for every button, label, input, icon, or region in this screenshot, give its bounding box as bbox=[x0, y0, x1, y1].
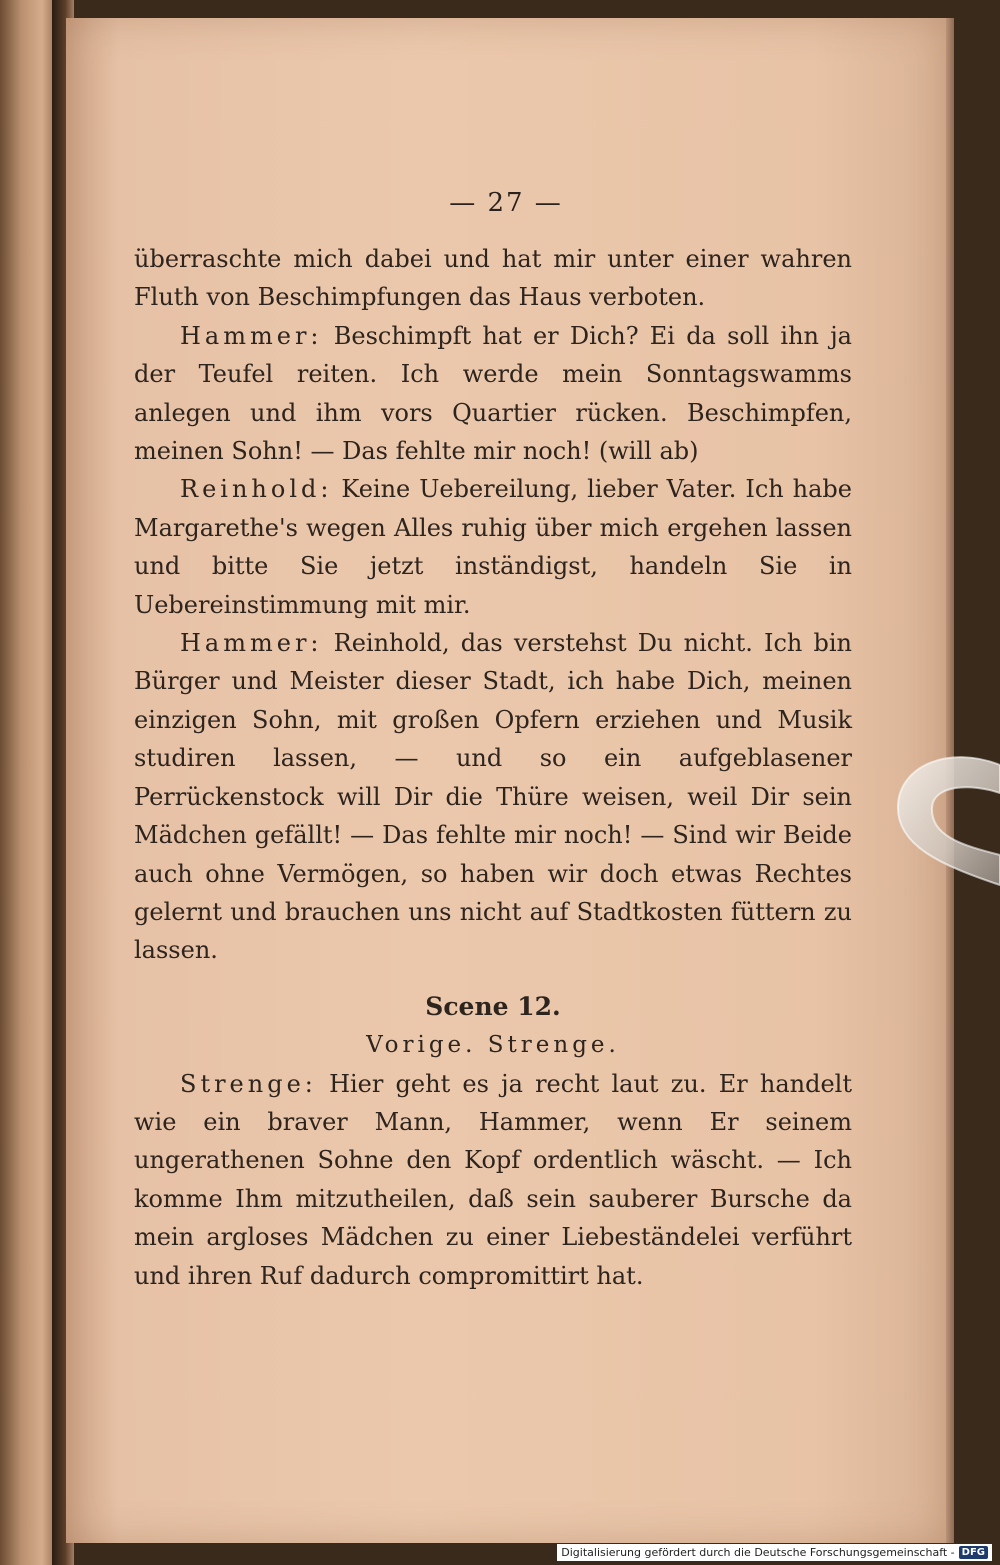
page-text bbox=[134, 240, 852, 1295]
paragraph-strenge bbox=[134, 1065, 852, 1295]
paragraph-reinhold bbox=[134, 470, 852, 624]
digitization-footer bbox=[557, 1544, 992, 1561]
speaker-name: Strenge: bbox=[180, 1069, 317, 1098]
scene-cast: Vorige. Strenge. bbox=[366, 1032, 620, 1059]
paragraph-continuation bbox=[134, 240, 852, 317]
previous-page-edge bbox=[0, 0, 60, 1565]
speaker-name: Reinhold: bbox=[180, 475, 333, 504]
paragraph-hammer-1 bbox=[134, 317, 852, 471]
dfg-logo: DFG bbox=[959, 1546, 988, 1559]
paragraph-text: überraschte mich dabei und hat mir unter einer wahren Fluth von Beschimpfungen das Haus verboten. bbox=[134, 245, 852, 312]
paragraph-hammer-2 bbox=[134, 624, 852, 970]
page-number: — 27 — bbox=[449, 188, 563, 218]
paragraph-text: Keine Uebereilung, lieber Vater. Ich habe Margarethe's wegen Alles ruhig über mich ergehen lassen und bitte Sie jetzt inständigst, handeln Sie in Uebereinstimmung mit mir. bbox=[134, 475, 852, 619]
book-page bbox=[66, 18, 946, 1543]
paragraph-text: Beschimpft hat er Dich? Ei da soll ihn ja der Teufel reiten. Ich werde mein Sonntagswamms anlegen und ihm vors Quartier rücken. Beschimpfen, meinen Sohn! — Das fehlte mir noch! (will ab) bbox=[134, 321, 852, 466]
scene-heading: Scene 12. bbox=[425, 991, 561, 1021]
footer-text: Digitalisierung gefördert durch die Deutsche Forschungsgemeinschaft - bbox=[561, 1546, 955, 1559]
paragraph-text: Reinhold, das verstehst Du nicht. Ich bin Bürger und Meister dieser Stadt, ich habe Dich, meinen einzigen Sohn, mit großen Opfern erziehen und Musik studiren lassen, — und so ein aufgeblasener Perrückenstock will Dir die Thüre weisen, weil Dir sein Mädchen gefällt! — Das fehlte mir noch! — Sind wir Beide auch ohne Vermögen, so haben wir doch etwas Rechtes gelernt und brauchen uns nicht auf Stadtkosten füttern zu lassen. bbox=[134, 629, 852, 965]
page-holder-clip bbox=[890, 745, 1000, 905]
paragraph-text: Hier geht es ja recht laut zu. Er handelt wie ein braver Mann, Hammer, wenn Er seinem ungerathenen Sohne den Kopf ordentlich wäscht. — Ich komme Ihm mitzutheilen, daß sein sauberer Bursche da mein argloses Mädchen zu einer Liebeständelei verführt und ihren Ruf dadurch compromittirt hat. bbox=[134, 1069, 852, 1290]
speaker-name: Hammer: bbox=[180, 629, 323, 658]
speaker-name: Hammer: bbox=[180, 321, 323, 350]
